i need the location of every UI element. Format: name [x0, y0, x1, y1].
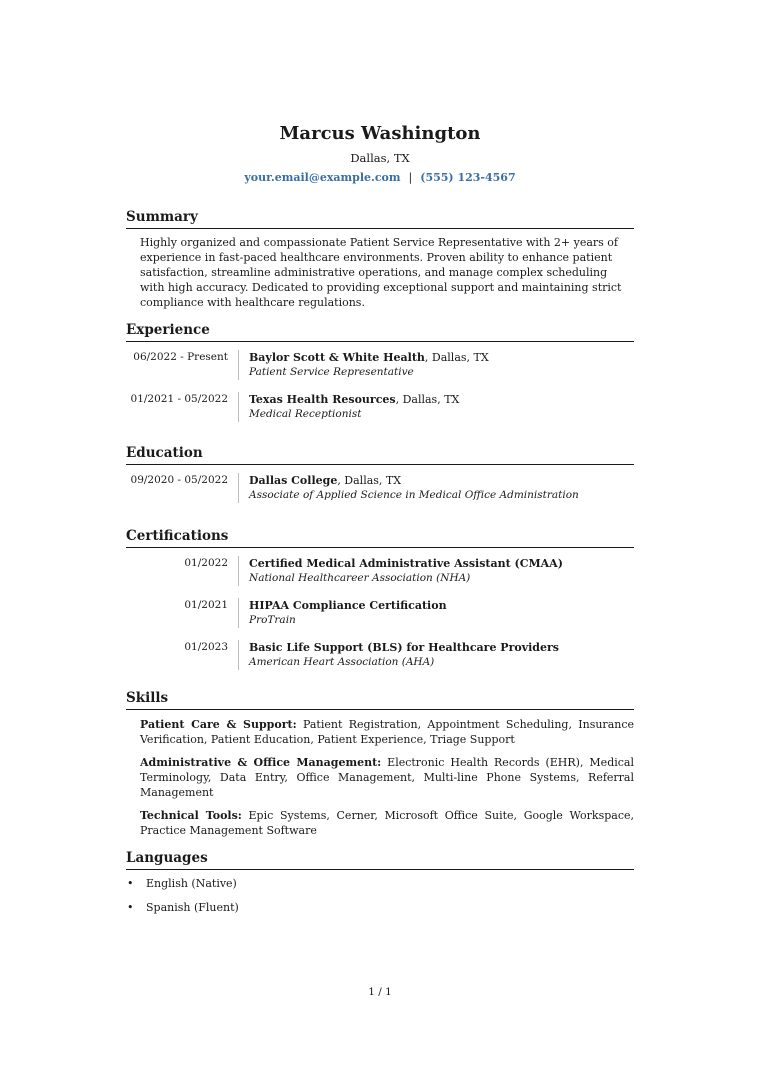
skill-group [140, 808, 634, 838]
employer-name: Texas Health Resources [249, 393, 396, 406]
skills-heading: Skills [126, 689, 634, 710]
education-section [126, 444, 634, 503]
bullet-icon: • [127, 901, 134, 914]
entry-title [249, 392, 634, 407]
degree-name: Associate of Applied Science in Medical Office Administration [249, 489, 579, 501]
education-entry [126, 473, 634, 503]
job-role: Medical Receptionist [249, 408, 362, 420]
entry-title [249, 598, 634, 613]
languages-list [126, 876, 634, 915]
entry-body [238, 392, 634, 422]
contact-separator: | [408, 171, 413, 184]
entry-date: 09/2020 - 05/2022 [130, 474, 228, 486]
entry-date: 06/2022 - Present [133, 351, 228, 363]
languages-heading: Languages [126, 849, 634, 870]
employer-location: , Dallas, TX [395, 393, 460, 406]
experience-entry [126, 350, 634, 380]
entry-date: 01/2021 [184, 599, 228, 611]
entry-title [249, 640, 634, 655]
school-location: , Dallas, TX [337, 474, 402, 487]
experience-section [126, 321, 634, 422]
summary-text: Highly organized and compassionate Patient Service Representative with 2+ years of experience in fast-paced healthcare environments. Proven ability to enhance patient satisfaction, streamline administrative operations, and manage complex scheduling with high accuracy. Dedicated to providing exceptional support and maintaining strict compliance with healthcare regulations. [140, 236, 622, 309]
skill-group-items: Patient Registration, Appointment Scheduling, Insurance Verification, Patient Education, Patient Experience, Triage Support [140, 718, 635, 746]
entry-date: 01/2021 - 05/2022 [130, 393, 228, 405]
school-name: Dallas College [249, 474, 338, 487]
certifications-heading: Certifications [126, 527, 634, 548]
certification-entry [126, 640, 634, 670]
experience-entry [126, 392, 634, 422]
job-role: Patient Service Representative [249, 366, 414, 378]
education-heading: Education [126, 444, 634, 465]
candidate-location: Dallas, TX [350, 151, 410, 165]
employer-name: Baylor Scott & White Health [249, 351, 425, 364]
certification-issuer: American Heart Association (AHA) [249, 656, 435, 668]
entry-body [238, 350, 634, 380]
skills-section [126, 689, 634, 838]
candidate-name: Marcus Washington [279, 123, 481, 144]
skill-group [140, 755, 634, 800]
summary-section [126, 208, 634, 310]
list-item [126, 876, 634, 891]
certification-entry [126, 598, 634, 628]
certification-name: Certified Medical Administrative Assistant (CMAA) [249, 557, 563, 570]
contact-line [0, 170, 760, 186]
certification-name: Basic Life Support (BLS) for Healthcare Providers [249, 641, 559, 654]
certification-name: HIPAA Compliance Certification [249, 599, 447, 612]
skill-group-label: Administrative & Office Management: [140, 756, 382, 769]
skill-group [140, 717, 634, 747]
entry-date: 01/2022 [184, 557, 228, 569]
summary-heading: Summary [126, 208, 634, 229]
certification-issuer: ProTrain [249, 614, 296, 626]
skill-group-label: Patient Care & Support: [140, 718, 297, 731]
entry-body [238, 640, 634, 670]
skill-group-items: Electronic Health Records (EHR), Medical Terminology, Data Entry, Office Management, Multi-line Phone Systems, Referral Management [140, 756, 634, 799]
entry-body [238, 598, 634, 628]
skill-group-items: Epic Systems, Cerner, Microsoft Office Suite, Google Workspace, Practice Management Software [140, 809, 635, 837]
entry-body [238, 556, 634, 586]
page-number: 1 / 1 [368, 986, 392, 998]
certification-issuer: National Healthcareer Association (NHA) [249, 572, 471, 584]
list-item [126, 900, 634, 915]
email-link[interactable]: your.email@example.com [244, 171, 401, 184]
language-name: English (Native) [146, 877, 237, 890]
language-name: Spanish (Fluent) [146, 901, 239, 914]
resume-header [0, 121, 760, 186]
phone-link[interactable]: (555) 123-4567 [420, 171, 516, 184]
certification-entry [126, 556, 634, 586]
languages-section [126, 849, 634, 915]
entry-title [249, 556, 634, 571]
bullet-icon: • [127, 877, 134, 890]
entry-date: 01/2023 [184, 641, 228, 653]
entry-title [249, 473, 634, 488]
entry-body [238, 473, 634, 503]
certifications-section [126, 527, 634, 670]
employer-location: , Dallas, TX [424, 351, 489, 364]
skill-group-label: Technical Tools: [140, 809, 242, 822]
entry-title [249, 350, 634, 365]
experience-heading: Experience [126, 321, 634, 342]
